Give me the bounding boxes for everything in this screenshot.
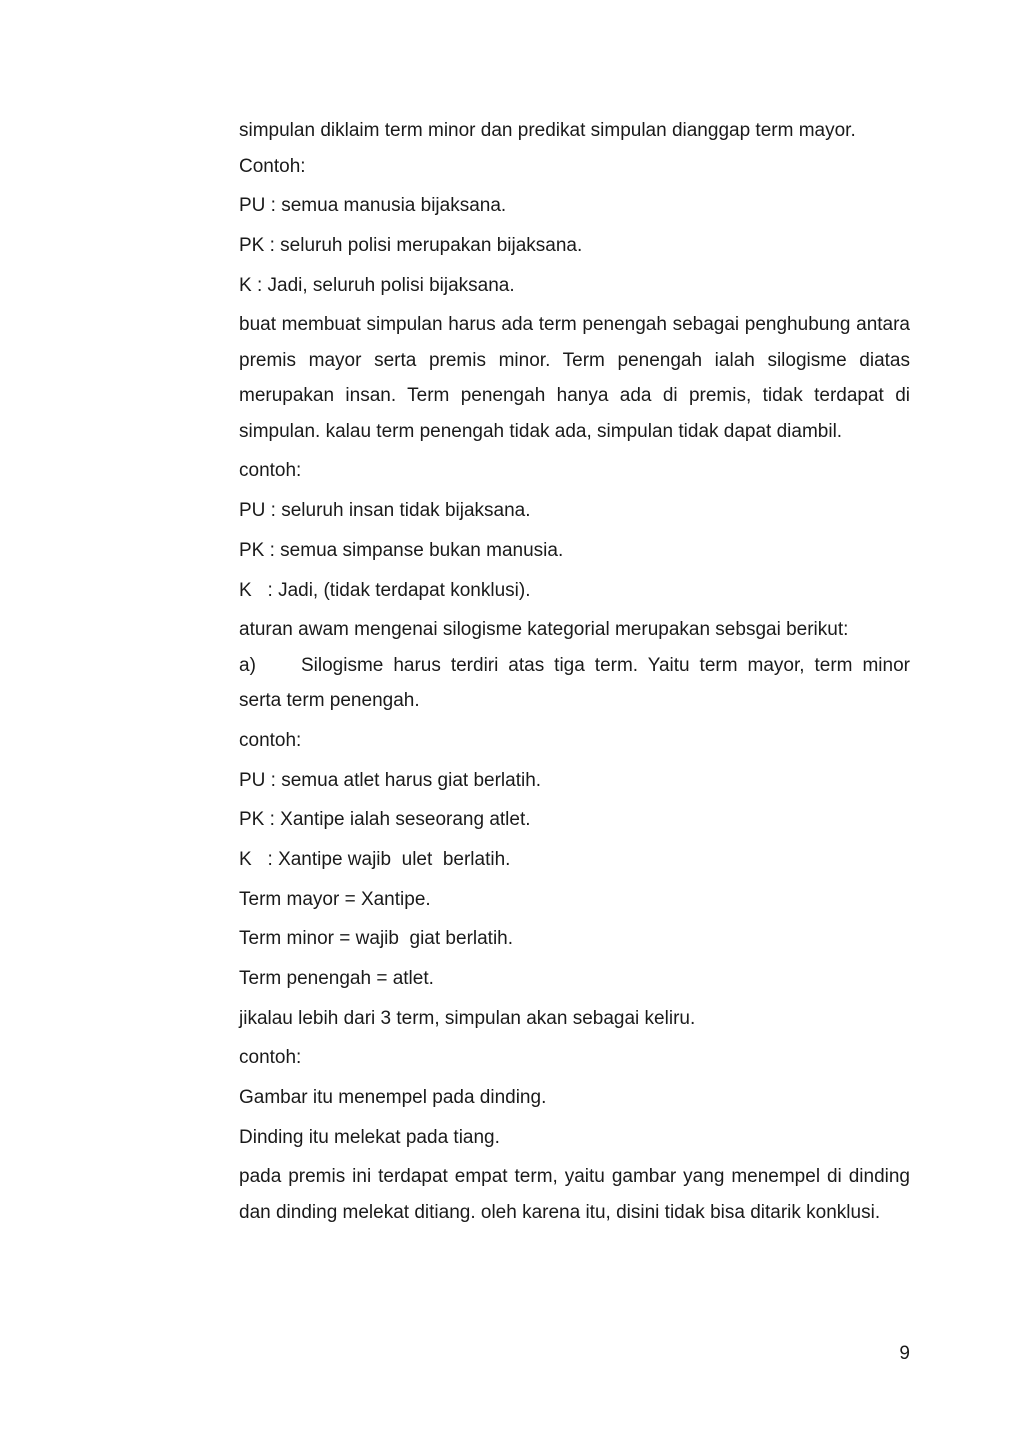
- example-label: contoh:: [239, 729, 302, 751]
- premise-major: PU : semua manusia bijaksana.: [239, 195, 507, 217]
- premise-minor: PK : seluruh polisi merupakan bijaksana.: [239, 234, 583, 256]
- paragraph-intro: simpulan diklaim term minor dan predikat simpulan dianggap term mayor.: [239, 120, 856, 141]
- rule-note: jikalau lebih dari 3 term, simpulan akan sebagai keliru.: [239, 1007, 696, 1029]
- example-label: contoh:: [239, 460, 302, 482]
- term-major: Term mayor = Xantipe.: [239, 888, 431, 910]
- conclusion: K : Xantipe wajib ulet berlatih.: [239, 848, 511, 870]
- premise-major: PU : seluruh insan tidak bijaksana.: [239, 500, 531, 522]
- example-sentence-2: Dinding itu melekat pada tiang.: [239, 1126, 500, 1148]
- document-body: [239, 113, 910, 1230]
- page-number: 9: [899, 1343, 910, 1364]
- premise-minor: PK : Xantipe ialah seseorang atlet.: [239, 809, 531, 831]
- list-marker: a): [239, 654, 256, 676]
- term-minor: Term minor = wajib giat berlatih.: [239, 928, 514, 950]
- example-sentence-1: Gambar itu menempel pada dinding.: [239, 1087, 547, 1109]
- example-label: contoh:: [239, 1047, 302, 1069]
- paragraph-closing: pada premis ini terdapat empat term, yaitu gambar yang menempel di dinding dan dinding melekat ditiang. oleh karena itu, disini tidak bisa ditarik konklusi.: [239, 1166, 910, 1223]
- conclusion: K : Jadi, seluruh polisi bijaksana.: [239, 274, 515, 296]
- term-middle: Term penengah = atlet.: [239, 968, 434, 989]
- paragraph-middle-term: buat membuat simpulan harus ada term penengah sebagai penghubung antara premis mayor serta premis minor. Term penengah ialah silogisme diatas merupakan insan. Term penengah hanya ada di premis, tidak terdapat di simpulan. kalau term penengah tidak ada, simpulan tidak dapat diambil.: [239, 314, 910, 442]
- premise-minor: PK : semua simpanse bukan manusia.: [239, 539, 564, 561]
- list-item-a: [239, 648, 910, 719]
- conclusion: K : Jadi, (tidak terdapat konklusi).: [239, 579, 531, 601]
- premise-major: PU : semua atlet harus giat berlatih.: [239, 769, 542, 791]
- example-label: Contoh:: [239, 155, 306, 177]
- list-item-text: Silogisme harus terdiri atas tiga term. Yaitu term mayor, term minor serta term penengah.: [239, 654, 910, 712]
- rules-intro: aturan awam mengenai silogisme kategorial merupakan sebsgai berikut:: [239, 619, 849, 641]
